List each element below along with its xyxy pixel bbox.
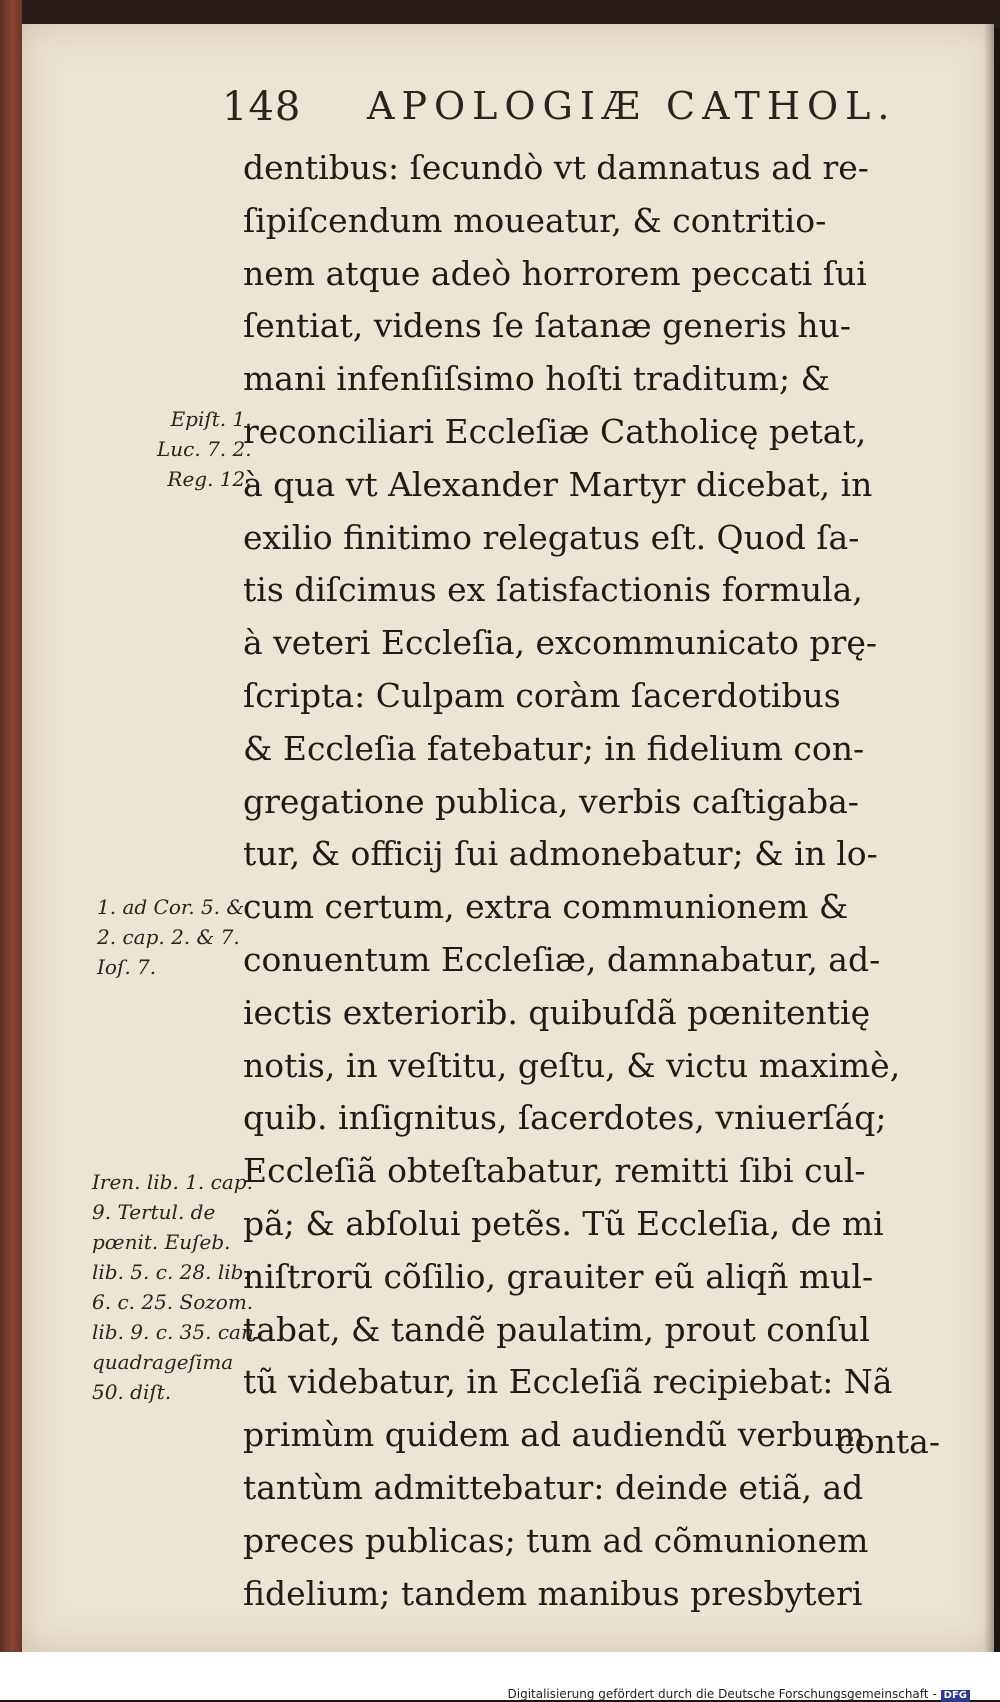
margin-note-line: quadrageſima bbox=[92, 1350, 234, 1374]
text-line: fidelium; tandem manibus presbyteri bbox=[243, 1573, 863, 1613]
margin-note-line: Luc. 7. 2. bbox=[157, 437, 252, 461]
text-line: exilio finitimo relegatus eſt. Quod ſa- bbox=[243, 517, 860, 557]
text-line: tur, & officij ſui admonebatur; & in lo- bbox=[243, 834, 878, 874]
margin-note-line: 50. diſt. bbox=[92, 1380, 172, 1404]
margin-note-line: 1. ad Cor. 5. & bbox=[97, 895, 245, 919]
running-head bbox=[222, 84, 897, 144]
text-line: reconciliari Eccleſiæ Catholicę petat, bbox=[243, 411, 867, 451]
text-line: tabat, & tandẽ paulatim, prout conſul bbox=[243, 1309, 870, 1349]
text-line: nem atque adeò horrorem peccati ſui bbox=[243, 253, 867, 293]
book-edge bbox=[0, 0, 22, 1655]
margin-note-line: Epiſt. 1. bbox=[170, 407, 252, 431]
text-line: ſentiat, videns ſe ſatanæ generis hu- bbox=[243, 306, 851, 346]
credit-text: Digitalisierung gefördert durch die Deutsche Forschungsgemeinschaft - bbox=[507, 1687, 937, 1701]
margin-note-1 bbox=[157, 404, 252, 494]
margin-note-line: lib. 9. c. 35. can. bbox=[92, 1320, 261, 1344]
text-line: ſcripta: Culpam coràm ſacerdotibus bbox=[243, 675, 841, 715]
margin-note-3 bbox=[92, 1167, 260, 1407]
margin-note-line: 6. c. 25. Sozom. bbox=[92, 1290, 254, 1314]
text-line: tantùm admittebatur: deinde etiã, ad bbox=[243, 1467, 864, 1507]
text-line: iectis exteriorib. quibuſdã pœnitentię bbox=[243, 992, 871, 1032]
text-line: tũ videbatur, in Eccleſiã recipiebat: Nã bbox=[243, 1362, 893, 1402]
text-line: primùm quidem ad audiendũ verbum bbox=[243, 1415, 866, 1455]
text-line: & Eccleſia fatebatur; in fidelium con- bbox=[243, 728, 865, 768]
text-line: dentibus: ſecundò vt damnatus ad re- bbox=[243, 148, 869, 187]
catchword: conta- bbox=[836, 1422, 940, 1461]
body-text bbox=[243, 142, 943, 1620]
margin-note-line: Iren. lib. 1. cap. bbox=[92, 1170, 253, 1194]
margin-note-line: Ioſ. 7. bbox=[97, 955, 157, 979]
margin-note-line: Reg. 12. bbox=[167, 467, 252, 491]
text-line: quib. inſignitus, ſacerdotes, vniuerſáq; bbox=[243, 1098, 887, 1138]
text-line: niſtrorũ cõſilio, grauiter eũ aliqñ mul- bbox=[243, 1256, 874, 1296]
margin-note-line: lib. 5. c. 28. lib. bbox=[92, 1260, 250, 1284]
margin-note-line: 2. cap. 2. & 7. bbox=[97, 925, 240, 949]
text-line: Eccleſiã obteſtabatur, remitti ſibi cul- bbox=[243, 1151, 866, 1191]
text-line: à veteri Eccleſia, excommunicato prę- bbox=[243, 623, 877, 663]
text-line: à qua vt Alexander Martyr dicebat, in bbox=[243, 464, 873, 504]
text-line: cum certum, extra communionem & bbox=[243, 887, 849, 927]
text-line: conuentum Eccleſiæ, damnabatur, ad- bbox=[243, 939, 881, 979]
text-line: pã; & abſolui petẽs. Tũ Eccleſia, de mi bbox=[243, 1203, 884, 1243]
running-title: APOLOGIÆ CATHOL. bbox=[367, 84, 897, 128]
page-number: 148 bbox=[222, 84, 302, 130]
margin-note-line: 9. Tertul. de bbox=[92, 1200, 216, 1224]
text-line: preces publicas; tum ad cõmunionem bbox=[243, 1520, 869, 1560]
margin-note-line: pœnit. Euſeb. bbox=[92, 1230, 231, 1254]
text-line: mani infenſiſsimo hoſti traditum; & bbox=[243, 359, 831, 399]
text-line: gregatione publica, verbis caſtigaba- bbox=[243, 781, 859, 821]
text-line: tis diſcimus ex ſatisfactionis formula, bbox=[243, 570, 863, 610]
text-line: notis, in veſtitu, geſtu, & victu maximè, bbox=[243, 1045, 901, 1085]
dfg-logo: DFG bbox=[941, 1690, 970, 1702]
text-line: ſipiſcendum moueatur, & contritio- bbox=[243, 200, 827, 240]
margin-note-2 bbox=[97, 892, 244, 982]
